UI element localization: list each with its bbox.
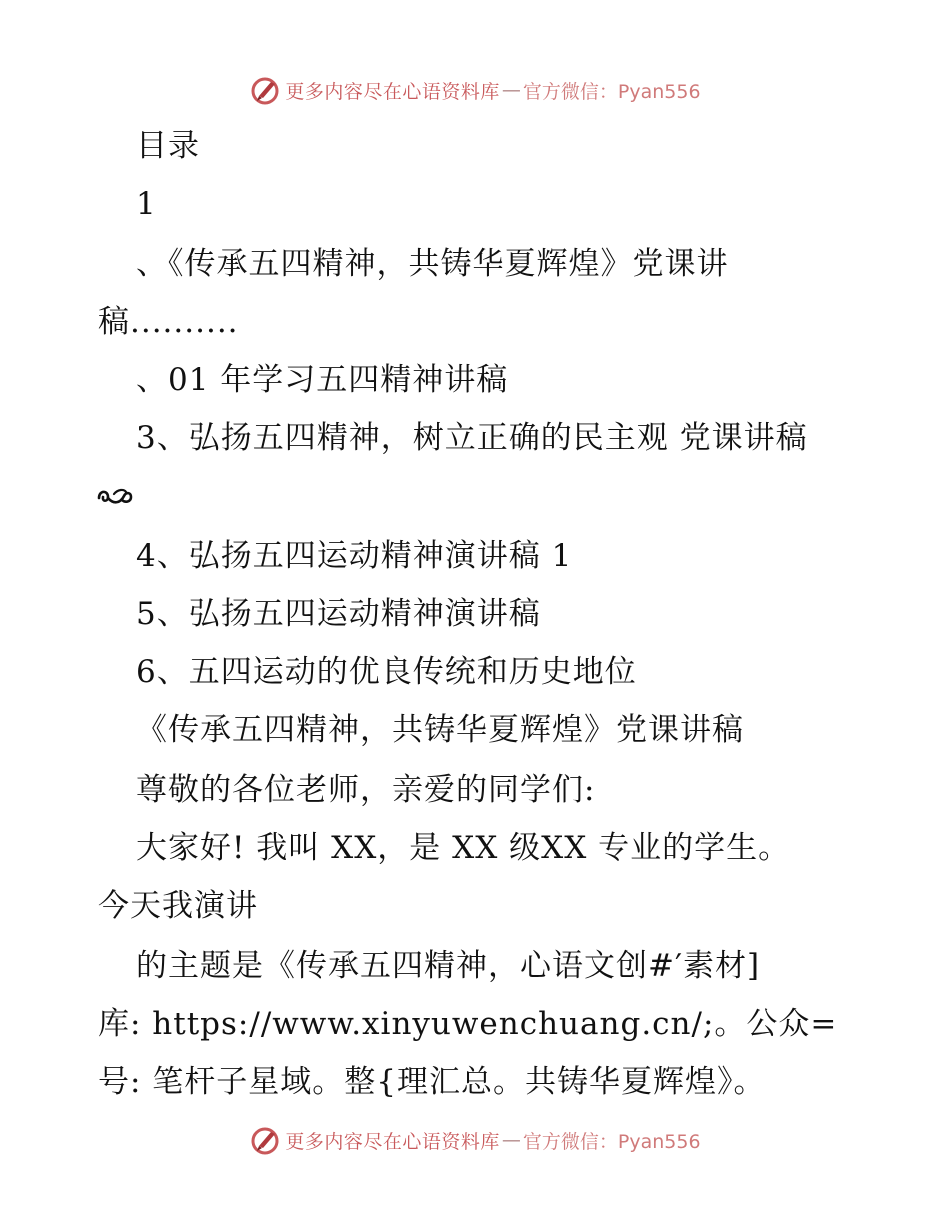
header-wechat-text: 官方微信：Pyan556 [522,80,701,103]
text-line: 1 [136,186,157,222]
text-line: 4、弘扬五四运动精神演讲稿 1 [136,538,573,574]
text-line: 尊敬的各位老师，亲爱的同学们: [136,772,596,808]
text-line: 、《传承五四精神，共铸华夏辉煌》党课讲 [136,246,729,282]
text-line: 稿.......... [98,304,239,340]
header-brand-text: 更多内容尽在心语资料库 [285,80,500,103]
text-line: 的主题是《传承五四精神，心语文创#′素材] [136,948,761,984]
scroll-ornament-icon [96,486,134,510]
footer-brand-text: 更多内容尽在心语资料库 [285,1130,500,1153]
text-line: 5、弘扬五四运动精神演讲稿 [136,596,541,632]
text-line: 3、弘扬五四精神，树立正确的民主观 党课讲稿 [136,420,808,456]
footer-wechat-text: 官方微信：Pyan556 [522,1130,701,1153]
text-line: 大家好! 我叫 XX，是 XX 级XX 专业的学生。 [136,830,791,866]
text-line: 6、五四运动的优良传统和历史地位 [136,654,637,690]
toc-title: 目录 [136,128,200,164]
pen-nib-logo-icon [249,1124,281,1156]
header-separator: — [501,79,521,101]
text-line: 今天我演讲 [98,888,258,924]
text-line: 《传承五四精神，共铸华夏辉煌》党课讲稿 [136,712,744,748]
footer-separator: — [501,1129,521,1151]
text-line: 号: 笔杆子星域。整{理汇总。共铸华夏辉煌》。 [98,1064,766,1100]
footer-watermark [0,1122,950,1158]
text-line: 、01 年学习五四精神讲稿 [136,362,509,398]
text-line: 库: https://www.xinyuwenchuang.cn/;。公众= [98,1006,838,1042]
